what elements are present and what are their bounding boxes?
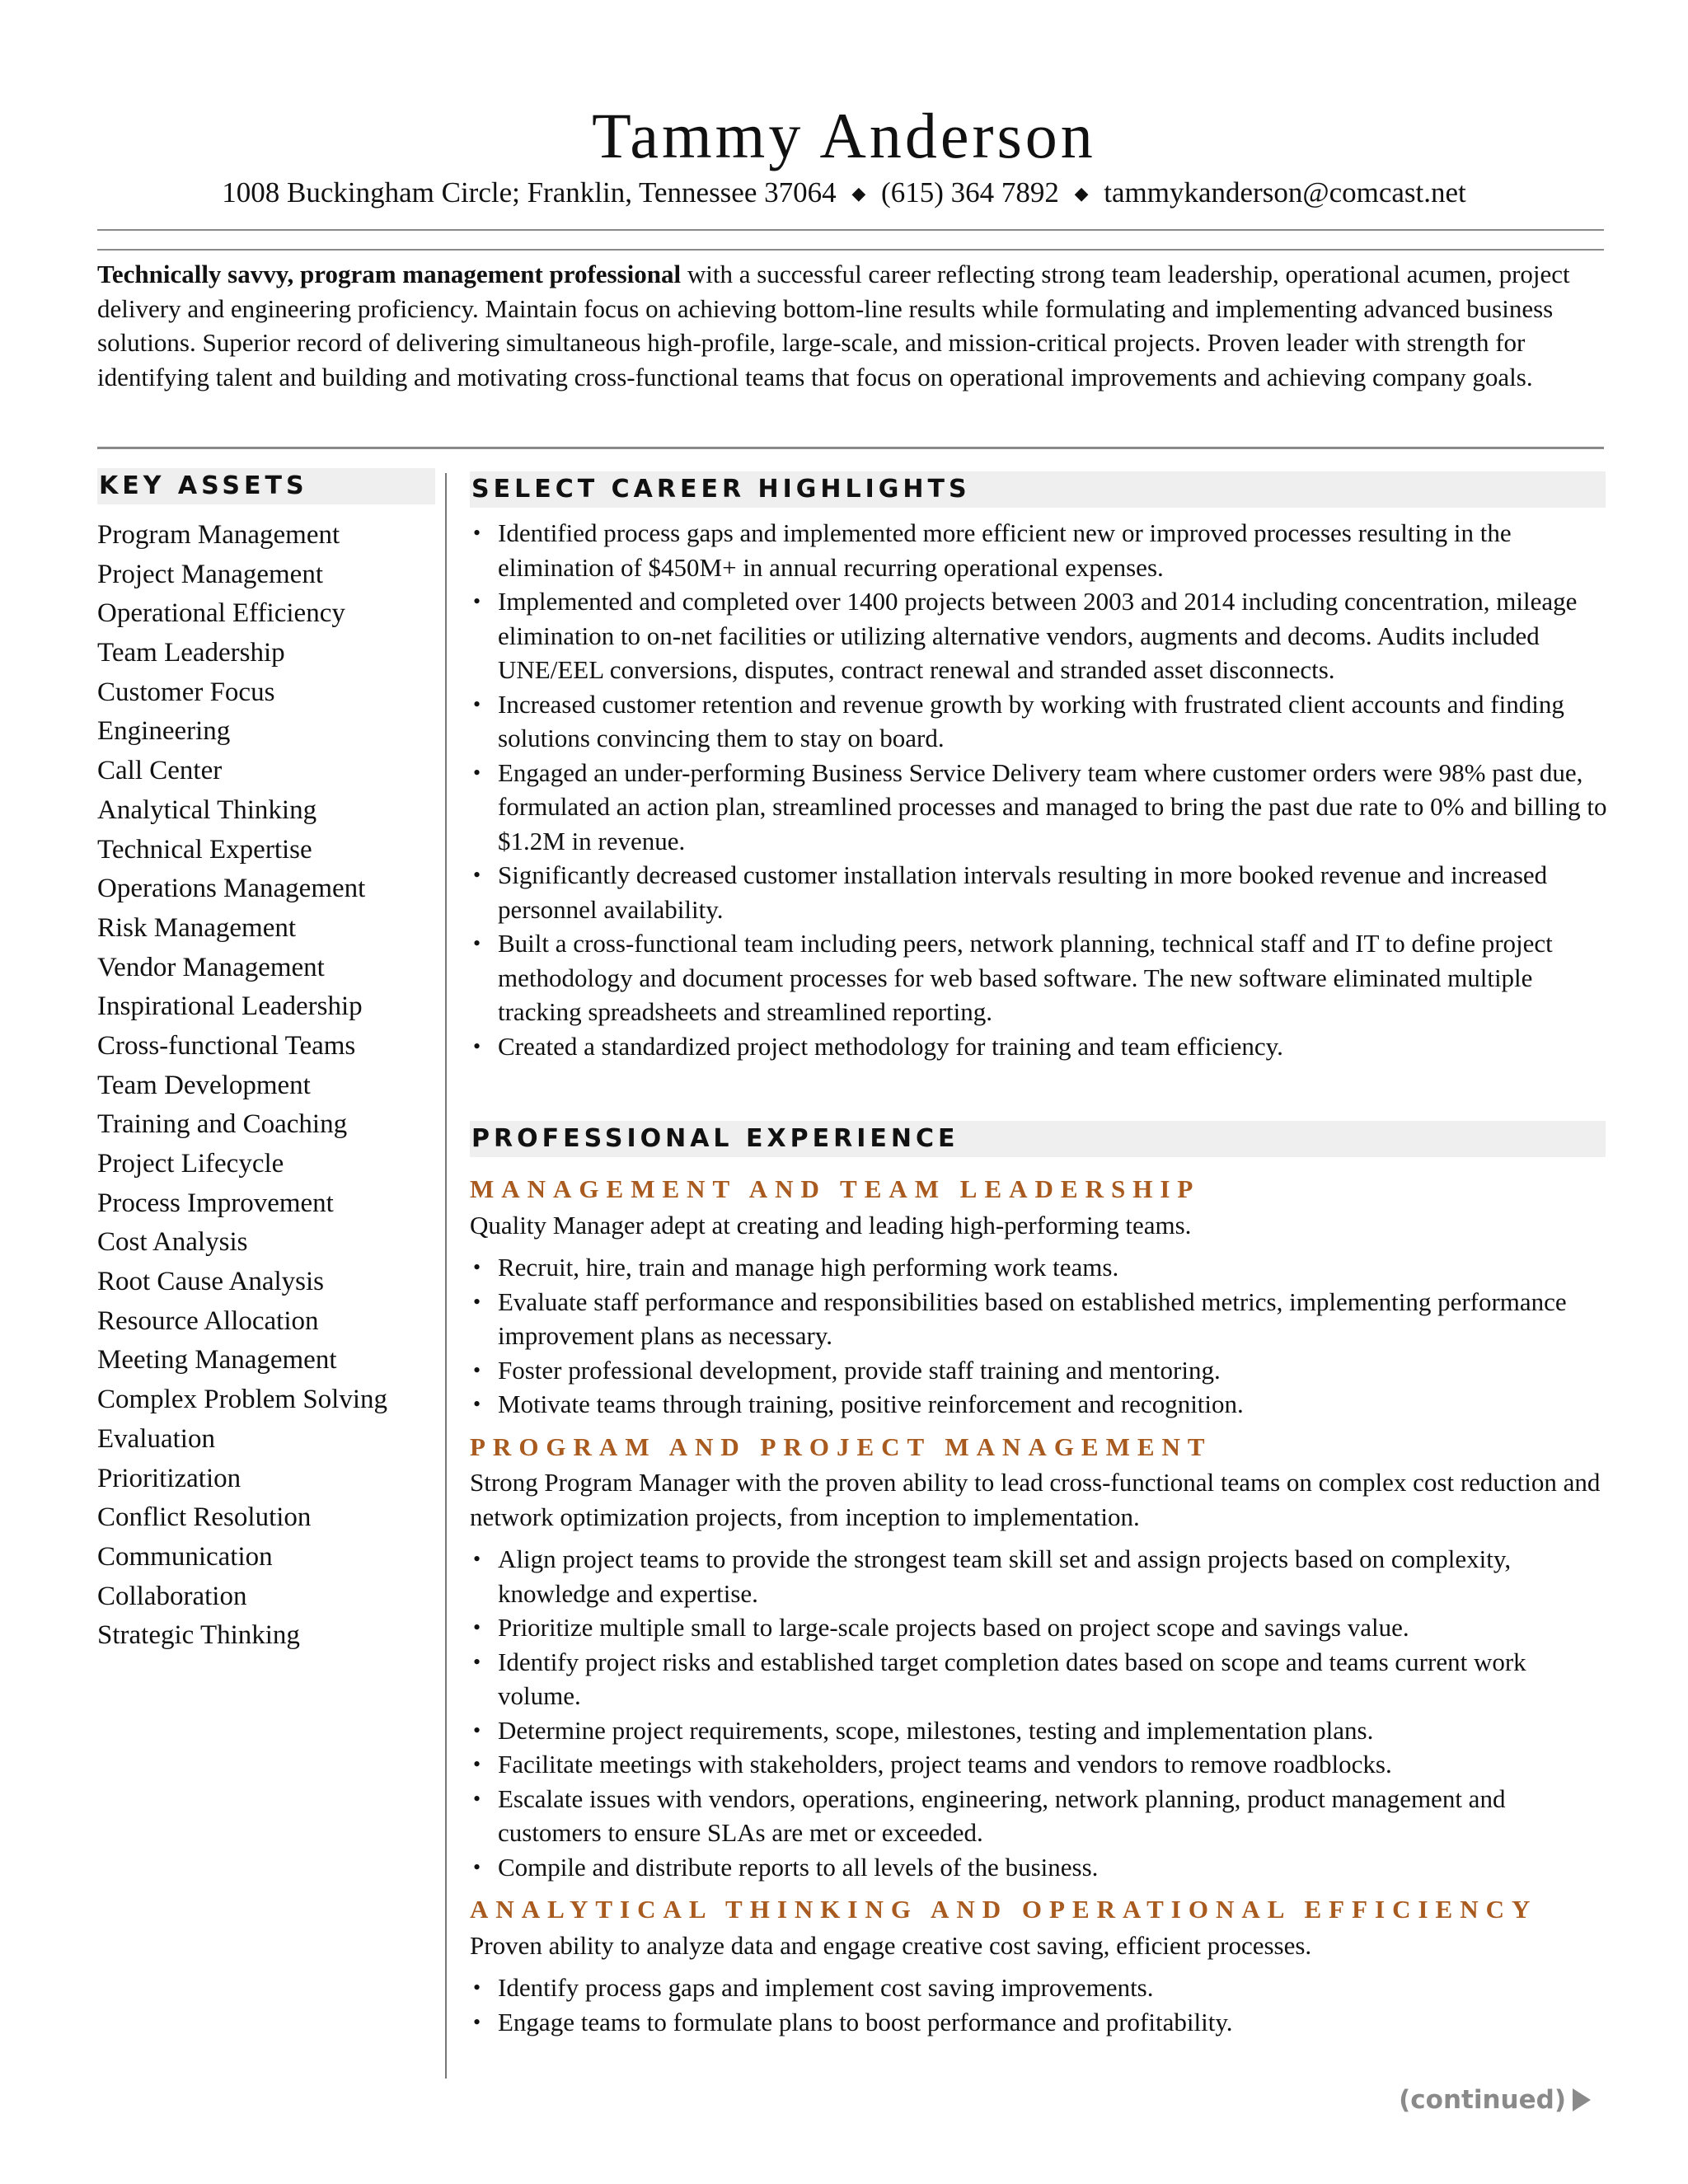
bullet-icon: • (473, 863, 481, 887)
bullet-text: Identify project risks and established target completion dates based on scope and teams current work volume. (498, 1647, 1526, 1710)
continued-note (1399, 2085, 1591, 2115)
key-asset-item: Conflict Resolution (97, 1502, 312, 1533)
bullet-text: Engaged an under-performing Business Service Delivery team where customer orders were 98% past due, formulated an action plan, streamlined processes and managed to bring the past due rate to 0% and billing to $1.2M in revenue. (498, 757, 1607, 855)
experience-intro: Proven ability to analyze data and engage creative cost saving, efficient processes. (470, 1930, 1312, 1960)
bullet-text: Identified process gaps and implemented more efficient new or improved processes resulting in the elimination of $450M+ in annual recurring operational expenses. (498, 518, 1512, 582)
key-asset-item: Vendor Management (97, 952, 325, 982)
phone: (615) 364 7892 (881, 176, 1059, 209)
experience-subheading: MANAGEMENT AND TEAM LEADERSHIP (470, 1174, 1201, 1203)
bullet-item (470, 1285, 1607, 1353)
key-asset-item: Operations Management (97, 874, 366, 904)
bullet-icon: • (473, 691, 481, 716)
bullet-item (470, 1747, 1607, 1782)
bullet-icon: • (473, 1547, 481, 1571)
bullet-item (470, 1782, 1607, 1850)
bullet-text: Determine project requirements, scope, milestones, testing and implementation plans. (498, 1715, 1374, 1745)
experience-bullets (470, 1971, 1607, 2039)
contact-line (0, 176, 1688, 209)
bullet-text: Prioritize multiple small to large-scale projects based on project scope and savings value. (498, 1613, 1409, 1642)
key-asset-item: Cross-functional Teams (97, 1030, 356, 1061)
email: tammykanderson@comcast.net (1104, 176, 1466, 209)
experience-subheading: PROGRAM AND PROJECT MANAGEMENT (470, 1432, 1212, 1461)
key-asset-item: Strategic Thinking (97, 1620, 300, 1651)
bullet-icon: • (473, 2009, 481, 2034)
bullet-item (470, 1713, 1607, 1748)
key-asset-item: Cost Analysis (97, 1227, 248, 1258)
bullet-icon: • (473, 1975, 481, 1999)
bullet-icon: • (473, 1392, 481, 1416)
key-asset-item: Engineering (97, 716, 231, 747)
bullet-text: Compile and distribute reports to all levels of the business. (498, 1852, 1099, 1882)
key-assets-heading: KEY ASSETS (97, 468, 435, 504)
professional-experience-heading: PROFESSIONAL EXPERIENCE (470, 1121, 1606, 1157)
key-asset-item: Technical Expertise (97, 834, 312, 865)
bullet-icon: • (473, 1786, 481, 1811)
experience-subheading: ANALYTICAL THINKING AND OPERATIONAL EFFICIENCY (470, 1895, 1538, 1924)
experience-sections (470, 1172, 1607, 2039)
bullet-text: Created a standardized project methodology for training and team efficiency. (498, 1031, 1283, 1061)
bullet-item (470, 1353, 1607, 1388)
bullet-text: Identify process gaps and implement cost saving improvements. (498, 1973, 1154, 2002)
bullet-text: Foster professional development, provide staff training and mentoring. (498, 1355, 1221, 1385)
summary-divider (97, 447, 1604, 449)
bullet-item (470, 2005, 1607, 2040)
bullet-text: Motivate teams through training, positive reinforcement and recognition. (498, 1390, 1244, 1418)
bullet-item (470, 1029, 1607, 1064)
bullet-text: Increased customer retention and revenue growth by working with frustrated client accounts and finding solutions convincing them to stay on board. (498, 689, 1564, 752)
bullet-item (470, 1387, 1607, 1422)
experience-intro: Quality Manager adept at creating and leading high-performing teams. (470, 1210, 1192, 1240)
bullet-icon: • (473, 1033, 481, 1058)
summary-body: with a successful career reflecting strong team leadership, operational acumen, project delivery and engineering proficiency. Maintain focus on achieving bottom-line results while formulating and implementing advanced business solutions. Superior record of delivering simultaneous high-profile, large-scale, and mission-critical projects. Proven leader with strength for identifying talent and building and motivating cross-functional teams that focus on operational improvements and achieving company goals. (97, 260, 1570, 391)
bullet-icon: • (473, 1615, 481, 1639)
key-asset-item: Meeting Management (97, 1345, 337, 1376)
summary-lead: Technically savvy, program management professional (97, 260, 682, 288)
key-asset-item: Training and Coaching (97, 1109, 348, 1140)
arrow-right-icon (1573, 2088, 1591, 2111)
key-asset-item: Process Improvement (97, 1188, 334, 1218)
key-asset-item: Call Center (97, 756, 223, 786)
bullet-item (470, 687, 1607, 756)
key-asset-item: Team Development (97, 1070, 311, 1100)
bullet-item (470, 1971, 1607, 2005)
bullet-icon: • (473, 1854, 481, 1879)
separator-icon: ◆ (1074, 183, 1089, 204)
candidate-name: Tammy Anderson (592, 100, 1096, 171)
bullet-item (470, 1645, 1607, 1713)
bullet-icon: • (473, 931, 481, 955)
key-asset-item: Collaboration (97, 1581, 247, 1611)
bullet-text: Align project teams to provide the strongest team skill set and assign projects based on complexity, knowledge and expertise. (498, 1544, 1512, 1608)
bullet-text: Significantly decreased customer installation intervals resulting in more booked revenue and increased personnel availability. (498, 860, 1548, 924)
career-highlights-list (470, 516, 1607, 1063)
experience-intro: Strong Program Manager with the proven ability to lead cross-functional teams on complex cost reduction and network optimization projects, from inception to implementation. (470, 1468, 1601, 1531)
bullet-item (470, 858, 1607, 926)
bullet-item (470, 1542, 1607, 1610)
bullet-item (470, 1850, 1607, 1885)
bullet-icon: • (473, 1752, 481, 1776)
experience-bullets (470, 1250, 1607, 1422)
header-divider (97, 229, 1604, 251)
bullet-icon: • (473, 521, 481, 545)
bullet-icon: • (473, 1289, 481, 1314)
bullet-text: Built a cross-functional team including peers, network planning, technical staff and IT to define project methodology and document processes for web based software. The new software eliminated multiple tracking spreadsheets and streamlined reporting. (498, 929, 1553, 1026)
bullet-text: Evaluate staff performance and responsibilities based on established metrics, implementing performance improvement plans as necessary. (498, 1286, 1567, 1350)
continued-label: (continued) (1399, 2085, 1566, 2115)
key-asset-item: Inspirational Leadership (97, 991, 363, 1022)
key-asset-item: Risk Management (97, 912, 297, 943)
bullet-item (470, 584, 1607, 687)
key-asset-item: Resource Allocation (97, 1305, 319, 1336)
experience-bullets (470, 1542, 1607, 1884)
key-asset-item: Complex Problem Solving (97, 1385, 388, 1415)
bullet-text: Facilitate meetings with stakeholders, project teams and vendors to remove roadblocks. (498, 1750, 1392, 1779)
bullet-text: Escalate issues with vendors, operations, engineering, network planning, product management and customers to ensure SLAs are met or exceeded. (498, 1783, 1506, 1847)
key-asset-item: Evaluation (97, 1423, 215, 1454)
bullet-item (470, 1250, 1607, 1285)
key-asset-item: Communication (97, 1541, 273, 1572)
key-asset-item: Operational Efficiency (97, 598, 345, 629)
career-highlights (470, 516, 1607, 1063)
bullet-item (470, 516, 1607, 584)
bullet-icon: • (473, 1718, 481, 1742)
key-asset-item: Root Cause Analysis (97, 1267, 325, 1297)
bullet-item (470, 1610, 1607, 1645)
bullet-text: Recruit, hire, train and manage high performing work teams. (498, 1253, 1119, 1282)
bullet-item (470, 926, 1607, 1029)
key-assets-list (97, 516, 443, 1656)
bullet-icon: • (473, 1255, 481, 1279)
key-asset-item: Project Lifecycle (97, 1149, 284, 1179)
key-asset-item: Project Management (97, 559, 323, 589)
professional-summary (97, 257, 1606, 394)
address: 1008 Buckingham Circle; Franklin, Tennessee 37064 (222, 176, 837, 209)
key-asset-item: Team Leadership (97, 638, 285, 668)
column-divider (445, 473, 447, 2079)
key-asset-item: Analytical Thinking (97, 794, 317, 825)
key-asset-item: Prioritization (97, 1463, 241, 1493)
bullet-item (470, 756, 1607, 859)
bullet-icon: • (473, 1649, 481, 1674)
key-asset-item: Program Management (97, 520, 340, 550)
bullet-text: Engage teams to formulate plans to boost performance and profitability. (498, 2007, 1233, 2036)
bullet-icon: • (473, 760, 481, 785)
career-highlights-heading: SELECT CAREER HIGHLIGHTS (470, 471, 1606, 508)
bullet-text: Implemented and completed over 1400 projects between 2003 and 2014 including concentration, mileage elimination to on-net facilities or utilizing alternative vendors, augments and decoms. Audits included UNE/EEL conversions, disputes, contract renewal and stranded asset disconnects. (498, 587, 1578, 684)
separator-icon: ◆ (851, 183, 866, 204)
bullet-icon: • (473, 1357, 481, 1382)
key-asset-item: Customer Focus (97, 677, 275, 707)
bullet-icon: • (473, 589, 481, 613)
